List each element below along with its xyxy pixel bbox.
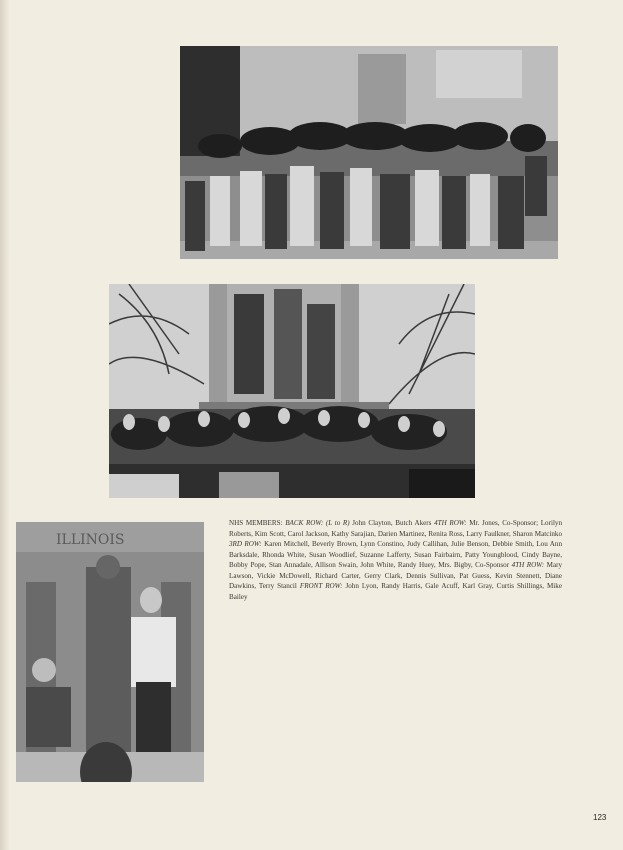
second-fourth-row-label: 4TH ROW: (511, 561, 545, 569)
monument-inscription: ILLINOIS (56, 532, 125, 548)
front-row-names: John Lyon, Randy Harris, Gale Acuff, Karl Gray, Curtis Shillings, Mike Bailey (229, 582, 562, 601)
front-row-label: FRONT ROW: (299, 582, 343, 590)
monument-statue-photo (16, 522, 204, 782)
members-caption (229, 518, 562, 602)
third-row-names: Karen Mitchell, Beverly Brown, Lynn Constino, Judy Callihan, Julie Benson, Debbie Smith, Lou Ann Barksdale, Rhonda White, Susan Woodlief, Suzanne Lafferty, Susan Fairbairn, Patty Youngblood, Cindy Bayne, Bobby Pope, Stan Annadale, Allison Swain, John White, Randy Huey, Mrs. Bigby, Co-Sponsor (229, 540, 562, 569)
page-gutter-shadow (0, 0, 10, 850)
group-photo-monument-steps (109, 284, 475, 498)
back-row-label: BACK ROW: (L to R) (285, 519, 350, 527)
back-row-names: John Clayton, Butch Akers (349, 519, 435, 527)
group-photo-stage (180, 46, 558, 259)
third-row-label: 3RD ROW: (229, 540, 262, 548)
fourth-row-names: Mr. Jones, Co-Sponsor; Lorilyn Roberts, Kim Scott, Carol Jackson, Kathy Sarajian, Darien Martinez, Renita Ross, Larry Faulkner, Sharon Matcinko (229, 519, 563, 538)
page-number: 123 (593, 813, 607, 822)
caption-lead: NHS MEMBERS: (229, 519, 286, 527)
fourth-row-label: 4TH ROW: (434, 519, 467, 527)
second-fourth-row-names: Mary Lawson, Vickie McDowell, Richard Carter, Gerry Clark, Dennis Sullivan, Pat Guess, Kevin Stennett, Diane Dawkins, Terry Stancil (229, 561, 563, 590)
